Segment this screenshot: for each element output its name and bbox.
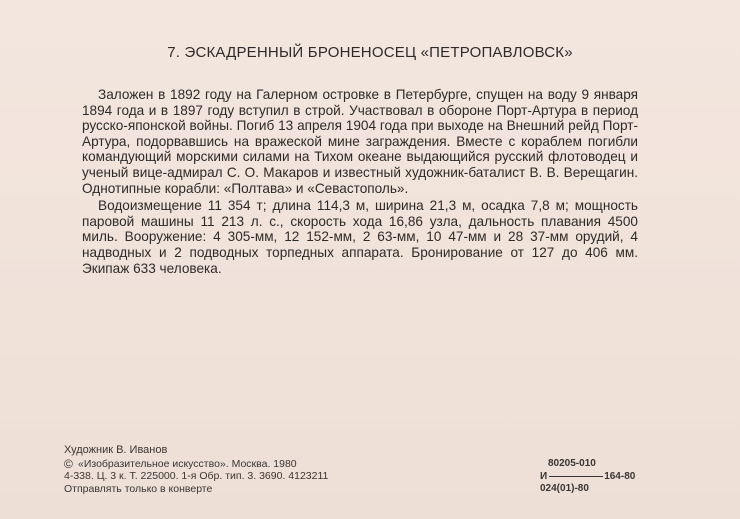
card-title: 7. ЭСКАДРЕННЫЙ БРОНЕНОСЕЦ «ПЕТРОПАВЛОВСК» (167, 44, 573, 61)
print-info: 4-338. Ц. 3 к. Т. 225000. 1-я Обр. тип. 3. 3690. 4123211 (64, 470, 329, 483)
catalog-code-fraction (540, 471, 650, 484)
history-paragraph: Заложен в 1892 году на Галерном островке в Петербурге, спущен на воду 9 января 1894 года и в 1897 году вступил в строй. Участвовал в обороне Порт-Артура в период русско-японской войны. Погиб 13 апреля 1904 года при выходе на Внешний рейд Порт-Артура, подорвавшись на вражеской мине заграждения. Вместе с кораблем погибли командующий морскими силами на Тихом океане выдающийся русский флотоводец и ученый вице-адмирал С. О. Макаров и известный художник-баталист В. В. Верещагин. Однотипные корабли: «Полтава» и «Севастополь». (82, 87, 638, 196)
description-text (82, 87, 638, 276)
catalog-codes (540, 458, 650, 496)
mailing-note: Отправлять только в конверте (64, 482, 213, 495)
publisher-name: «Изобразительное искусство». Москва. 1980 (78, 457, 297, 470)
catalog-code-prefix: И (540, 470, 548, 482)
specifications-paragraph: Водоизмещение 11 354 т; длина 114,3 м, ширина 21,3 м, осадка 7,8 м; мощность паровой машины 11 213 л. с., скорость хода 16,86 узла, дальность плавания 4500 миль. Вооружение: 4 305-мм, 12 152-мм, 2 63-мм, 10 47-мм и 28 37-мм орудий, 4 надводных и 2 подводных торпедных аппарата. Бронирование от 127 до 406 мм. Экипаж 633 человека. (82, 198, 638, 276)
artist-credit: Художник В. Иванов (64, 444, 168, 456)
catalog-code-bottom: 024(01)-80 (540, 483, 589, 495)
copyright-line (64, 458, 484, 471)
catalog-code-suffix: 164-80 (604, 470, 636, 482)
catalog-code-top: 80205-010 (548, 458, 596, 469)
publisher-info (64, 444, 484, 495)
fraction-line (549, 476, 603, 477)
copyright-icon: © (64, 456, 73, 471)
